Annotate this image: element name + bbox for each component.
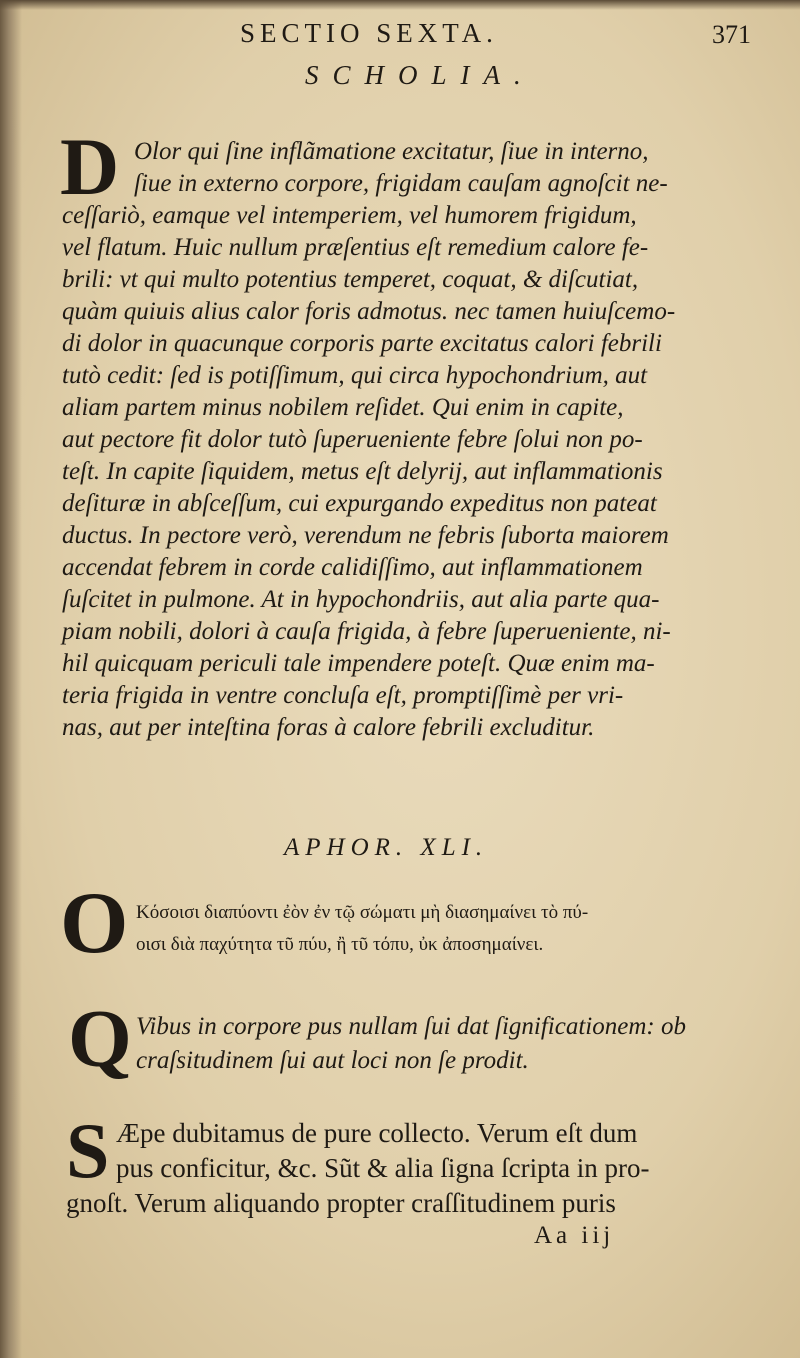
page-number: 371 [712,20,751,49]
signature-mark: Aa iij [534,1222,615,1249]
scholia-line: hil quicquam periculi tale impendere poteſt. Quæ enim ma- [62,650,655,677]
scholia-line: ſuſcitet in pulmone. At in hypochondriis, aut alia parte qua- [62,586,660,613]
latin-dropcap: Q [68,993,132,1084]
latin-line: Vibus in corpore pus nullam ſui dat ſignificationem: ob [136,1013,686,1040]
scholia-line: aliam partem minus nobilem reſidet. Qui enim in capite, [62,394,624,421]
scholia-line: ductus. In pectore verò, verendum ne febris ſuborta maiorem [62,522,669,549]
scholia-line: accendat febrem in corde calidiſſimo, aut inflammationem [62,554,643,581]
scholia-line: deſituræ in abſceſſum, cui expurgando expeditus non pateat [62,490,657,517]
aphorism-title: APHOR. XLI. [284,834,489,861]
latin-line: craſsitudinem ſui aut loci non ſe prodit. [136,1047,529,1074]
scholia-line: Olor qui ſine inflãmatione excitatur, ſiue in interno, [134,138,649,165]
greek-line: Κόσοισι διαπύοντι ἐὸν ἐν τῷ σώματι μὴ διασημαίνει τὸ πύ- [136,902,589,923]
greek-dropcap: O [60,875,129,972]
running-head: SECTIO SEXTA. [240,18,498,48]
scholia-line: tutò cedit: ſed is potiſſimum, qui circa hypochondrium, aut [62,362,648,389]
scholia-line: aut pectore fit dolor tutò ſuperueniente febre ſolui non po- [62,426,643,453]
scholia-line: ceſſariò, eamque vel intemperiem, vel humorem frigidum, [62,202,637,229]
commentary-line: pus conficitur, &c. Sũt & alia ſigna ſcripta in pro- [116,1153,650,1183]
scholia-line: brili: vt qui multo potentius temperet, coquat, & diſcutiat, [62,266,639,293]
commentary-line: Æpe dubitamus de pure collecto. Verum eſt dum [116,1118,638,1148]
scholia-line: nas, aut per inteſtina foras à calore febrili excluditur. [62,714,595,741]
commentary-line: gnoſt. Verum aliquando propter craſſitudinem puris [66,1188,616,1218]
scholia-line: vel flatum. Huic nullum præſentius eſt remedium calore fe- [62,234,649,261]
commentary-dropcap: S [66,1107,110,1194]
scholia-line: ſiue in externo corpore, frigidam cauſam agnoſcit ne- [134,170,668,197]
scholia-line: teſt. In capite ſiquidem, metus eſt delyrij, aut inflammationis [62,458,663,485]
scholia-dropcap: D [60,121,120,212]
scholia-line: teria frigida in ventre concluſa eſt, promptiſſimè per vri- [62,682,624,709]
scholia-line: quàm quiuis alius calor foris admotus. nec tamen huiuſcemo- [62,298,676,325]
scholia-line: piam nobili, dolori à cauſa frigida, à febre ſuperueniente, ni- [62,618,671,645]
page-gutter-shadow [0,0,22,1358]
scholia-line: di dolor in quacunque corporis parte excitatus calori febrili [62,330,662,357]
section-title: SCHOLIA. [305,60,535,90]
page-top-edge [0,0,800,10]
greek-line: οισι διὰ παχύτητα τῦ πύυ, ἢ τῦ τόπυ, ὐκ ἀποσημαίνει. [136,934,544,955]
